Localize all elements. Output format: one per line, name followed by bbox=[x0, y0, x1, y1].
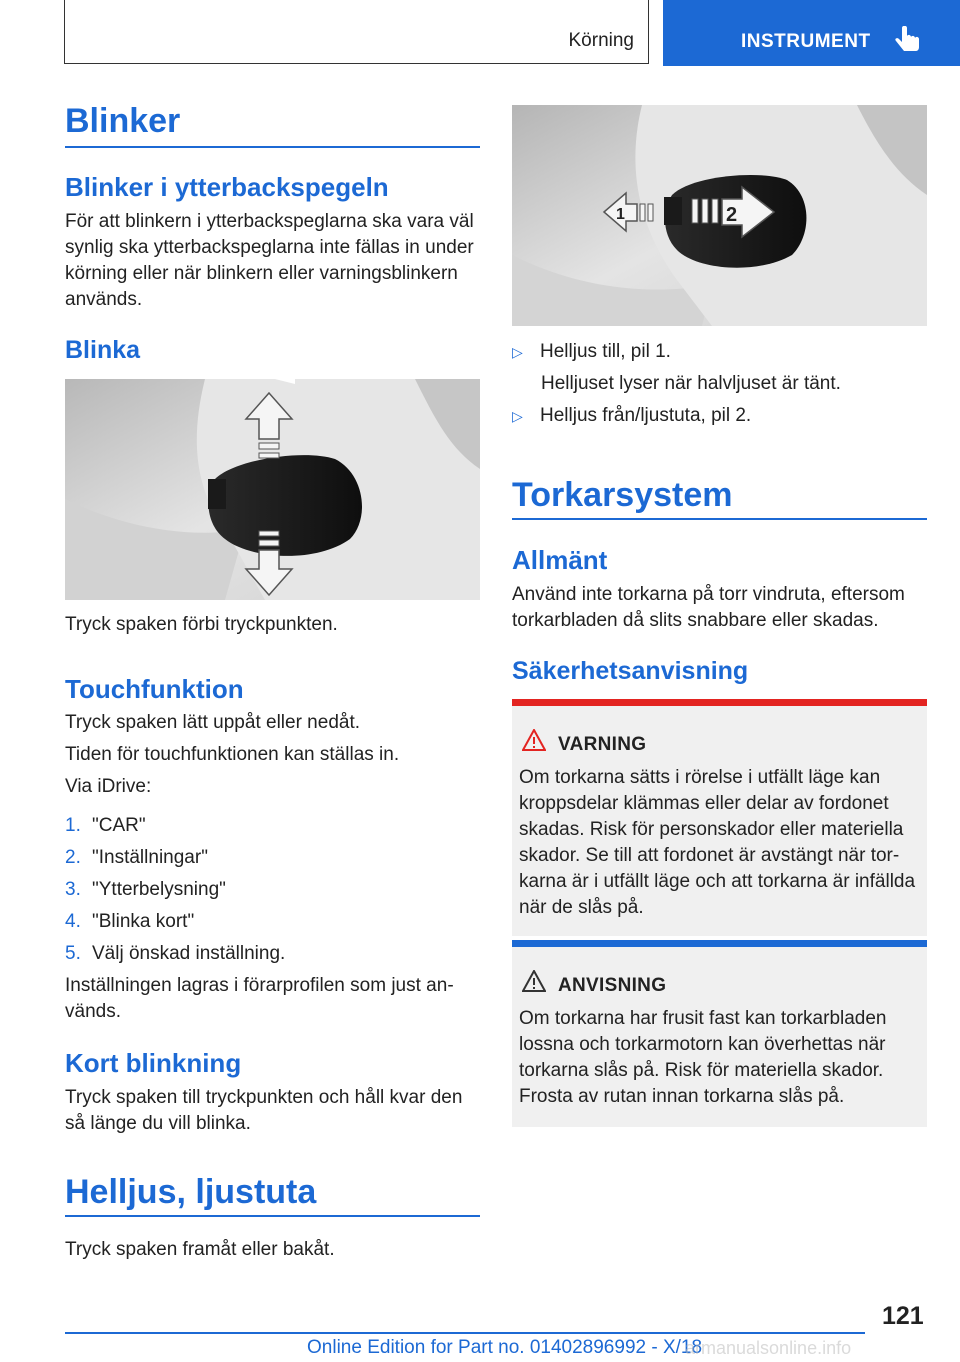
paragraph-touch-1: Tryck spaken lätt uppåt eller nedåt. bbox=[65, 712, 361, 733]
arrow-2-label: 2 bbox=[726, 204, 738, 226]
list-number: 1. bbox=[65, 815, 81, 836]
watermark: armanualsonline.info bbox=[685, 1338, 852, 1358]
pointing-hand-icon bbox=[893, 26, 921, 56]
heading-rule bbox=[65, 146, 480, 148]
bullet-text: Helljus till, pil 1. bbox=[540, 341, 671, 362]
paragraph-general: Använd inte torkarna på torr vindruta, eftersom torkarbladen då slits snabbare eller skadas. bbox=[512, 584, 905, 631]
note-box bbox=[512, 940, 927, 1127]
paragraph-touch-3: Via iDrive: bbox=[65, 776, 152, 797]
list-item bbox=[65, 813, 146, 839]
header-section-title: Körning bbox=[568, 30, 634, 51]
high-beam-lever-image bbox=[512, 105, 927, 326]
list-number: 5. bbox=[65, 943, 81, 964]
note-title: ANVISNING bbox=[558, 975, 667, 996]
heading-rule bbox=[512, 518, 927, 520]
heading-safety: Säkerhetsanvisning bbox=[512, 657, 749, 685]
caution-triangle-icon bbox=[522, 970, 546, 992]
paragraph-high-beam: Tryck spaken framåt eller bakåt. bbox=[65, 1239, 335, 1260]
paragraph-saved: Inställningen lagras i förarprofilen som just används. bbox=[65, 975, 454, 1022]
note-text: Om torkarna har frusit fast kan torkarbladen lossna och torkarmotorn kan överhettas när torkarna slås på. Risk för materiella skador. Frosta av rutan innan torkarna slås på. bbox=[519, 1008, 887, 1107]
paragraph-touch-2: Tiden för touchfunktionen kan ställas in. bbox=[65, 744, 400, 765]
heading-blinka: Blinka bbox=[65, 336, 141, 364]
heading-wiper: Torkarsystem bbox=[512, 476, 733, 514]
list-number: 4. bbox=[65, 911, 81, 932]
bullet-item bbox=[512, 339, 671, 365]
list-text: "Inställningar" bbox=[92, 847, 208, 868]
list-number: 3. bbox=[65, 879, 81, 900]
list-item bbox=[65, 845, 208, 871]
heading-high-beam: Helljus, ljustuta bbox=[65, 1173, 317, 1211]
list-item bbox=[65, 909, 194, 935]
heading-mirror-indicator: Blinker i ytterbackspegeln bbox=[65, 172, 389, 202]
warning-title: VARNING bbox=[558, 734, 647, 755]
list-text: "CAR" bbox=[92, 815, 146, 836]
list-item bbox=[65, 877, 226, 903]
header-chapter-title: INSTRUMENT bbox=[741, 31, 871, 52]
list-text: Välj önskad inställning. bbox=[92, 943, 286, 964]
heading-blinker: Blinker bbox=[65, 102, 181, 140]
triangle-bullet-icon: ▷ bbox=[512, 408, 523, 424]
list-number: 2. bbox=[65, 847, 81, 868]
paragraph-mirror: För att blinkern i ytterbackspeglarna ska vara väl synlig ska ytterbackspeglarna inte fällas in under körning eller när blinkern eller varningsblinkern används. bbox=[65, 211, 474, 310]
heading-general: Allmänt bbox=[512, 545, 608, 575]
heading-rule bbox=[65, 1215, 480, 1217]
footer-rule bbox=[65, 1332, 865, 1334]
list-text: "Blinka kort" bbox=[92, 911, 195, 932]
header-section-box bbox=[64, 0, 649, 64]
warning-triangle-icon bbox=[522, 729, 546, 751]
paragraph-blinka: Tryck spaken förbi tryckpunkten. bbox=[65, 614, 338, 635]
list-text: "Ytterbelysning" bbox=[92, 879, 226, 900]
warning-box bbox=[512, 699, 927, 936]
bullet-subtext: Helljuset lyser när halvljuset är tänt. bbox=[541, 373, 841, 394]
footer-edition: Online Edition for Part no. 01402896992 - X/18 bbox=[307, 1337, 703, 1358]
warning-text: Om torkarna sätts i rörelse i utfällt läge kan kroppsdelar klämmas eller delar av fordonet skadas. Risk för personskador eller materiella skador. Se till att fordonet är avstängt när torkarna är i utfällt läge och att torkarna är infällda när de slås på. bbox=[519, 767, 916, 918]
triangle-bullet-icon: ▷ bbox=[512, 344, 523, 360]
bullet-text: Helljus från/ljustuta, pil 2. bbox=[540, 405, 752, 426]
heading-touch: Touchfunktion bbox=[65, 674, 244, 704]
list-item bbox=[65, 941, 285, 967]
bullet-item bbox=[512, 403, 751, 429]
turn-signal-lever-image bbox=[65, 379, 480, 600]
heading-short-blink: Kort blinkning bbox=[65, 1048, 242, 1078]
paragraph-short-blink: Tryck spaken till tryckpunkten och håll kvar den så länge du vill blinka. bbox=[65, 1087, 463, 1134]
page-number: 121 bbox=[882, 1302, 924, 1330]
arrow-1-label: 1 bbox=[616, 206, 625, 223]
